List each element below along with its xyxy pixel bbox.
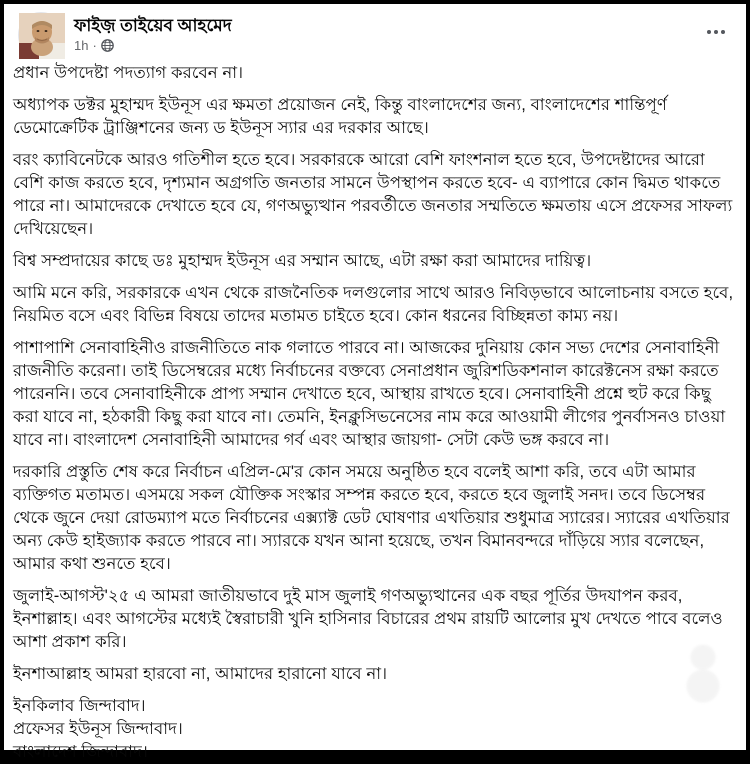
post-slogans	[13, 695, 737, 764]
more-options-icon[interactable]	[702, 22, 730, 42]
post-paragraph: বিশ্ব সম্প্রদায়ের কাছে ডঃ মুহাম্মদ ইউনূস এর সম্মান আছে, এটা রক্ষা করা আমাদের দায়িত্ব।	[13, 252, 592, 270]
profile-avatar-image	[19, 13, 65, 59]
post-paragraph: অধ্যাপক ডক্টর মুহাম্মদ ইউনূস এর ক্ষমতা প্রয়োজন নেই, কিন্তু বাংলাদেশের জন্য, বাংলাদেশের শান্তিপূর্ণ ডেমোক্রেটিক ট্রাঞ্জিশনের জন্য ড ইউনূস স্যার এর দরকার আছে।	[13, 96, 667, 137]
globe-icon	[101, 39, 114, 52]
post-paragraph: প্রধান উপদেষ্টা পদত্যাগ করবেন না।	[13, 64, 244, 82]
slogan-line: বাংলাদেশ জিন্দাবাদ।	[13, 743, 148, 761]
timestamp[interactable]: 1h	[74, 38, 89, 53]
post-paragraph: পাশাপাশি সেনাবাহিনীও রাজনীতিতে নাক গলাতে পারবে না। আজকের দুনিয়ায় কোন সভ্য দেশের সেনাবাহিনী রাজনীতি করেনা। তাই ডিসেম্বরের মধ্যে নির্বাচনের বক্তব্যে সেনাপ্রধান জুরিশডিকশনাল কারেক্টনেস রক্ষা করতে পারেননি। তবে সেনাবাহিনীকে প্রাপ্য সম্মান দেখাতে হবে, আস্থায় রাখতে হবে। সেনাবাহিনী প্রশ্নে হুট করে কিছু করা যাবে না, হঠকারী কিছু করা যাবে না। তেমনি, ইনক্লুসিভনেসের নাম করে আওয়ামী লীগের পুনর্বাসনও চাওয়া যাবে না। বাংলাদেশ সেনাবাহিনী আমাদের গর্ব এবং আস্থার জায়গা- সেটা কেউ ভঙ্গ করবে না।	[13, 339, 726, 449]
slogan-line: ইনকিলাব জিন্দাবাদ।	[13, 697, 146, 715]
facebook-post-card	[4, 4, 746, 761]
author-name[interactable]: ফাইজ় তাইয়েব আহমেদ	[74, 16, 232, 35]
header-texts	[74, 12, 232, 53]
slogan-line: প্রফেসর ইউনূস জিন্দাবাদ।	[13, 720, 183, 738]
post-paragraph: জুলাই-আগস্ট'২৫ এ আমরা জাতীয়ভাবে দুই মাস জুলাই গণঅভ্যুত্থানের এক বছর পূর্তির উদযাপন করব, ইনশাল্লাহ। এবং আগস্টের মধ্যেই স্বৈরাচারী খুনি হাসিনার বিচারের প্রথম রায়টি আলোর মুখ দেখতে পাবে বলেও আশা প্রকাশ করি।	[13, 587, 723, 651]
post-paragraph: আমি মনে করি, সরকারকে এখন থেকে রাজনৈতিক দলগুলোর সাথে আরও নিবিড়ভাবে আলোচনায় বসতে হবে, নিয়মিত বসে এবং বিভিন্ন বিষয়ে তাদের মতামত চাইতে হবে। কোন ধরনের বিচ্ছিন্নতা কাম্য নয়।	[13, 284, 734, 325]
meta-separator: ·	[92, 38, 97, 53]
post-header	[4, 4, 746, 56]
post-paragraph: ইনশাআল্লাহ আমরা হারবো না, আমাদের হারানো যাবে না।	[13, 665, 388, 683]
post-body	[4, 56, 746, 764]
post-meta	[74, 38, 232, 53]
profile-avatar[interactable]	[18, 12, 64, 58]
post-paragraph: বরং ক্যাবিনেটকে আরও গতিশীল হতে হবে। সরকারকে আরো বেশি ফাংশনাল হতে হবে, উপদেষ্টাদের আরো বেশি কাজ করতে হবে, দৃশ্যমান অগ্রগতি জনতার সামনে উপস্থাপন করতে হবে- এ ব্যাপারে কোন দ্বিমত থাকতে পারে না। আমাদেরকে দেখাতে হবে যে, গণঅভ্যুত্থান পরবর্তীতে জনতার সম্মতিতে ক্ষমতায় এসে প্রফেসর সাফল্য দেখিয়েছেন।	[13, 151, 733, 238]
post-paragraph: দরকারি প্রস্তুতি শেষ করে নির্বাচন এপ্রিল-মে'র কোন সময়ে অনুষ্ঠিত হবে বলেই আশা করি, তবে এটা আমার ব্যক্তিগত মতামত। এসময়ে সকল যৌক্তিক সংস্কার সম্পন্ন করতে হবে, করতে হবে জুলাই সনদ। তবে ডিসেম্বর থেকে জুনে দেয়া রোডম্যাপ মতে নির্বাচনের এক্স্যাক্ট ডেট ঘোষণার এখতিয়ার শুধুমাত্র স্যারের। স্যারের এখতিয়ার অন্য কেউ হাইজ্যাক করতে পারবে না। স্যারকে যখন আনা হয়েছে, তখন বিমানবন্দরে দাঁড়িয়ে স্যার বলেছেন, আমার কথা শুনতে হবে।	[13, 463, 730, 573]
